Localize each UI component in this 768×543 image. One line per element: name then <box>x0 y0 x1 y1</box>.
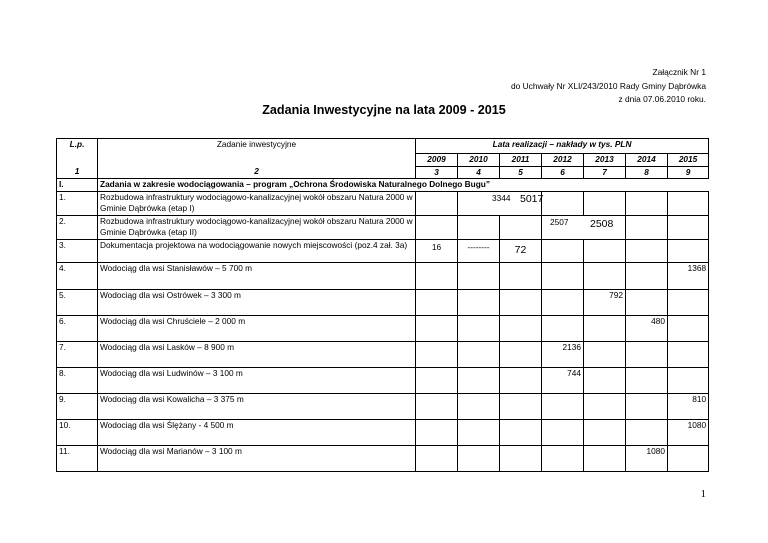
value-2010: 3344 <box>492 192 511 203</box>
cell-2014 <box>626 289 668 315</box>
row-lp: 9. <box>57 393 98 419</box>
row-task: Dokumentacja projektowa na wodociągowanie nowych miejscowości (poz.4 zał. 3a) <box>98 239 416 262</box>
cell-2014 <box>626 367 668 393</box>
cell-2014 <box>626 191 668 215</box>
row-lp: 6. <box>57 315 98 341</box>
cell-2012 <box>542 445 584 471</box>
cell-2009 <box>416 191 458 215</box>
year-2011: 2011 <box>500 154 542 167</box>
header-lp: L.p. <box>57 139 98 154</box>
cell-2012 <box>542 393 584 419</box>
cell-2011 <box>500 315 542 341</box>
cell-2014 <box>626 393 668 419</box>
header-lp-filler <box>57 154 98 167</box>
row-task: Wodociąg dla wsi Kowalicha – 3 375 m <box>98 393 416 419</box>
investment-table <box>56 138 709 472</box>
colnum-1: 1 <box>57 166 98 179</box>
attachment-line-1: Załącznik Nr 1 <box>652 67 706 77</box>
cell-2012 <box>542 262 584 289</box>
cell-2009 <box>416 445 458 471</box>
cell-2013 <box>584 445 626 471</box>
cell-2014 <box>626 262 668 289</box>
row-task: Wodociąg dla wsi Ostrówek – 3 300 m <box>98 289 416 315</box>
header-task-filler <box>98 154 416 167</box>
cell-2013 <box>584 262 626 289</box>
section-lp: I. <box>57 179 98 192</box>
cell-2010 <box>458 341 500 367</box>
cell-2012 <box>542 191 584 215</box>
value-2011: 5017 <box>520 192 544 205</box>
cell-2009 <box>416 215 458 239</box>
row-lp: 10. <box>57 419 98 445</box>
row-lp: 11. <box>57 445 98 471</box>
cell-2013 <box>584 393 626 419</box>
row-task: Wodociąg dla wsi Ślężany - 4 500 m <box>98 419 416 445</box>
year-2010: 2010 <box>458 154 500 167</box>
value-2015: 1368 <box>668 262 709 289</box>
cell-2011 <box>500 419 542 445</box>
value-2012: 2136 <box>542 341 584 367</box>
header-task: Zadanie inwestycyjne <box>98 139 416 154</box>
cell-2010 <box>458 445 500 471</box>
cell-2015 <box>668 289 709 315</box>
cell-2010 <box>458 215 500 239</box>
cell-2011 <box>500 367 542 393</box>
cell-2013 <box>584 419 626 445</box>
cell-2014 <box>626 239 668 262</box>
cell-2015 <box>668 315 709 341</box>
row-task: Wodociąg dla wsi Lasków – 8 900 m <box>98 341 416 367</box>
attachment-line-3: z dnia 07.06.2010 roku. <box>618 94 706 104</box>
page-number: 1 <box>700 488 706 500</box>
year-2015: 2015 <box>668 154 709 167</box>
row-lp: 3. <box>57 239 98 262</box>
cell-2012-2013 <box>542 215 626 239</box>
cell-2015 <box>668 341 709 367</box>
cell-2010 <box>458 367 500 393</box>
cell-2010 <box>458 419 500 445</box>
value-2012: 744 <box>542 367 584 393</box>
row-lp: 2. <box>57 215 98 239</box>
row-task: Wodociąg dla wsi Marianów – 3 100 m <box>98 445 416 471</box>
row-task: Wodociąg dla wsi Ludwinów – 3 100 m <box>98 367 416 393</box>
cell-2010 <box>458 315 500 341</box>
attachment-line-2: do Uchwały Nr XLI/243/2010 Rady Gminy Dąbrówka <box>510 80 706 91</box>
cell-2012 <box>542 419 584 445</box>
value-2012: 2507 <box>550 216 569 227</box>
cell-2013 <box>584 239 626 262</box>
cell-2012 <box>542 239 584 262</box>
cell-2013 <box>584 341 626 367</box>
row-lp: 5. <box>57 289 98 315</box>
cell-2009 <box>416 393 458 419</box>
cell-2011 <box>500 445 542 471</box>
colnum-8: 8 <box>626 166 668 179</box>
row-task: Wodociąg dla wsi Stanisławów – 5 700 m <box>98 262 416 289</box>
year-2009: 2009 <box>416 154 458 167</box>
cell-2015 <box>668 191 709 215</box>
cell-2015 <box>668 239 709 262</box>
header-years-span: Lata realizacji – nakłady w tys. PLN <box>416 139 709 154</box>
cell-2011 <box>500 289 542 315</box>
value-2010: -------- <box>458 239 500 262</box>
value-2014: 1080 <box>626 445 668 471</box>
cell-2013 <box>584 315 626 341</box>
cell-2011 <box>500 341 542 367</box>
cell-2015 <box>668 445 709 471</box>
colnum-3: 3 <box>416 166 458 179</box>
row-task: Wodociąg dla wsi Chruściele – 2 000 m <box>98 315 416 341</box>
cell-2010 <box>458 289 500 315</box>
row-lp: 7. <box>57 341 98 367</box>
row-task: Rozbudowa infrastruktury wodociągowo-kanalizacyjnej wokół obszaru Natura 2000 w Gminie Dąbrówka (etap I) <box>98 191 416 215</box>
cell-2012 <box>542 315 584 341</box>
cell-2013 <box>584 367 626 393</box>
value-2015: 1080 <box>668 419 709 445</box>
cell-2009 <box>416 367 458 393</box>
cell-2015 <box>668 215 709 239</box>
cell-2011 <box>500 393 542 419</box>
colnum-9: 9 <box>668 166 709 179</box>
cell-2014 <box>626 215 668 239</box>
cell-2013 <box>584 191 626 215</box>
row-lp: 1. <box>57 191 98 215</box>
cell-2011 <box>500 215 542 239</box>
year-2013: 2013 <box>584 154 626 167</box>
cell-2014 <box>626 341 668 367</box>
cell-2010 <box>458 262 500 289</box>
year-2012: 2012 <box>542 154 584 167</box>
colnum-2: 2 <box>98 166 416 179</box>
cell-2011 <box>500 262 542 289</box>
cell-2015 <box>668 367 709 393</box>
value-2014: 480 <box>626 315 668 341</box>
cell-2009 <box>416 289 458 315</box>
row-task: Rozbudowa infrastruktury wodociągowo-kanalizacyjnej wokół obszaru Natura 2000 w Gminie Dąbrówka (etap II) <box>98 215 416 239</box>
cell-2010 <box>458 393 500 419</box>
year-2014: 2014 <box>626 154 668 167</box>
colnum-5: 5 <box>500 166 542 179</box>
section-title: Zadania w zakresie wodociągowania – program „Ochrona Środowiska Naturalnego Dolnego Bugu” <box>98 179 709 192</box>
row-lp: 4. <box>57 262 98 289</box>
cell-2009 <box>416 315 458 341</box>
document-title: Zadania Inwestycyjne na lata 2009 - 2015 <box>262 103 506 117</box>
cell-2010-2011 <box>458 191 542 215</box>
row-lp: 8. <box>57 367 98 393</box>
value-2011: 72 <box>500 239 542 262</box>
value-2009: 16 <box>416 239 458 262</box>
cell-2009 <box>416 341 458 367</box>
cell-2014 <box>626 419 668 445</box>
colnum-4: 4 <box>458 166 500 179</box>
attachment-note <box>511 66 706 107</box>
cell-2009 <box>416 262 458 289</box>
cell-2009 <box>416 419 458 445</box>
colnum-6: 6 <box>542 166 584 179</box>
value-2013: 792 <box>584 289 626 315</box>
value-2015: 810 <box>668 393 709 419</box>
value-2013: 2508 <box>590 217 614 230</box>
colnum-7: 7 <box>584 166 626 179</box>
cell-2012 <box>542 289 584 315</box>
